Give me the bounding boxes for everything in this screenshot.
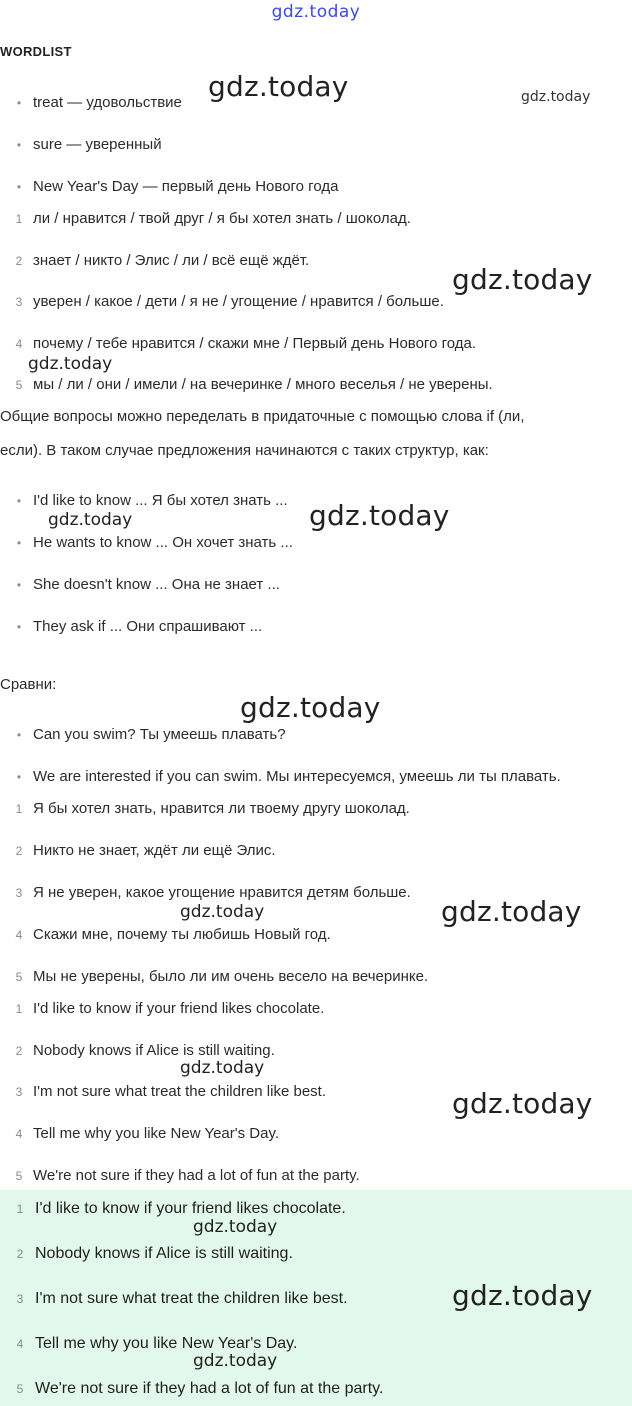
watermark: gdz.today bbox=[309, 499, 450, 532]
english-sentence: I'd like to know if your friend likes chocolate. bbox=[33, 1000, 325, 1017]
watermark: gdz.today bbox=[180, 1058, 265, 1078]
answer-sentence: Tell me why you like New Year's Day. bbox=[35, 1335, 298, 1352]
item-number: 1 bbox=[15, 802, 23, 816]
compare-label: Сравни: bbox=[0, 676, 57, 693]
structure-item: He wants to know ... Он хочет знать ... bbox=[33, 534, 293, 551]
bullet-icon: • bbox=[16, 620, 22, 634]
english-sentence: We're not sure if they had a lot of fun at the party. bbox=[33, 1167, 360, 1184]
scrambled-sentence: почему / тебе нравится / скажи мне / Первый день Нового года. bbox=[33, 335, 476, 352]
compare-item: Can you swim? Ты умеешь плавать? bbox=[33, 726, 286, 743]
scrambled-sentence: знает / никто / Элис / ли / всё ещё ждёт. bbox=[33, 252, 310, 269]
bullet-icon: • bbox=[16, 728, 22, 742]
watermark: gdz.today bbox=[452, 263, 593, 296]
russian-sentence: Никто не знает, ждёт ли ещё Элис. bbox=[33, 842, 276, 859]
russian-sentence: Я бы хотел знать, нравится ли твоему другу шоколад. bbox=[33, 800, 410, 817]
english-sentence: Nobody knows if Alice is still waiting. bbox=[33, 1042, 275, 1059]
answer-sentence: I'd like to know if your friend likes chocolate. bbox=[35, 1200, 346, 1217]
watermark: gdz.today bbox=[452, 1279, 593, 1312]
bullet-icon: • bbox=[16, 536, 22, 550]
site-logo[interactable]: gdz.today bbox=[271, 2, 361, 22]
structure-item: She doesn't know ... Она не знает ... bbox=[33, 576, 280, 593]
item-number: 2 bbox=[15, 1044, 23, 1058]
bullet-icon: • bbox=[16, 494, 22, 508]
item-number: 2 bbox=[15, 844, 23, 858]
rule-text-line: Общие вопросы можно переделать в придаточные с помощью слова if (ли, bbox=[0, 408, 525, 425]
watermark: gdz.today bbox=[441, 895, 582, 928]
item-number: 4 bbox=[16, 1337, 24, 1351]
watermark: gdz.today bbox=[48, 510, 133, 530]
compare-item: We are interested if you can swim. Мы интересуемся, умеешь ли ты плавать. bbox=[33, 768, 561, 785]
item-number: 1 bbox=[15, 1002, 23, 1016]
answer-sentence: Nobody knows if Alice is still waiting. bbox=[35, 1245, 293, 1262]
wordlist-item: New Year's Day — первый день Нового года bbox=[33, 178, 339, 195]
english-sentence: Tell me why you like New Year's Day. bbox=[33, 1125, 280, 1142]
wordlist-item: sure — уверенный bbox=[33, 136, 162, 153]
watermark: gdz.today bbox=[193, 1217, 278, 1237]
item-number: 5 bbox=[16, 1382, 24, 1396]
watermark: gdz.today bbox=[180, 902, 265, 922]
scrambled-sentence: мы / ли / они / имели / на вечеринке / много веселья / не уверены. bbox=[33, 376, 493, 393]
scrambled-sentence: уверен / какое / дети / я не / угощение / нравится / больше. bbox=[33, 293, 444, 310]
item-number: 2 bbox=[15, 254, 23, 268]
item-number: 3 bbox=[15, 1085, 23, 1099]
russian-sentence: Мы не уверены, было ли им очень весело на вечеринке. bbox=[33, 968, 429, 985]
item-number: 3 bbox=[15, 886, 23, 900]
watermark: gdz.today bbox=[208, 70, 349, 103]
rule-text-line: если). В таком случае предложения начинаются с таких структур, как: bbox=[0, 442, 489, 459]
item-number: 4 bbox=[15, 1127, 23, 1141]
watermark: gdz.today bbox=[452, 1087, 593, 1120]
bullet-icon: • bbox=[16, 180, 22, 194]
bullet-icon: • bbox=[16, 138, 22, 152]
item-number: 1 bbox=[15, 212, 23, 226]
watermark: gdz.today bbox=[193, 1351, 278, 1371]
item-number: 5 bbox=[15, 970, 23, 984]
russian-sentence: Я не уверен, какое угощение нравится детям больше. bbox=[33, 884, 411, 901]
item-number: 5 bbox=[15, 378, 23, 392]
scrambled-sentence: ли / нравится / твой друг / я бы хотел знать / шоколад. bbox=[33, 210, 411, 227]
item-number: 4 bbox=[15, 337, 23, 351]
russian-sentence: Скажи мне, почему ты любишь Новый год. bbox=[33, 926, 331, 943]
answer-sentence: I'm not sure what treat the children like best. bbox=[35, 1290, 348, 1307]
bullet-icon: • bbox=[16, 96, 22, 110]
bullet-icon: • bbox=[16, 578, 22, 592]
item-number: 5 bbox=[15, 1169, 23, 1183]
wordlist-item: treat — удовольствие bbox=[33, 94, 182, 111]
watermark: gdz.today bbox=[521, 89, 591, 105]
item-number: 3 bbox=[15, 295, 23, 309]
watermark: gdz.today bbox=[28, 354, 113, 374]
structure-item: They ask if ... Они спрашивают ... bbox=[33, 618, 263, 635]
item-number: 3 bbox=[16, 1292, 24, 1306]
bullet-icon: • bbox=[16, 770, 22, 784]
structure-item: I'd like to know ... Я бы хотел знать ... bbox=[33, 492, 288, 509]
item-number: 2 bbox=[16, 1247, 24, 1261]
wordlist-heading: WORDLIST bbox=[0, 44, 72, 59]
watermark: gdz.today bbox=[240, 691, 381, 724]
english-sentence: I'm not sure what treat the children like best. bbox=[33, 1083, 327, 1100]
answer-sentence: We're not sure if they had a lot of fun at the party. bbox=[35, 1380, 384, 1397]
item-number: 1 bbox=[16, 1202, 24, 1216]
item-number: 4 bbox=[15, 928, 23, 942]
